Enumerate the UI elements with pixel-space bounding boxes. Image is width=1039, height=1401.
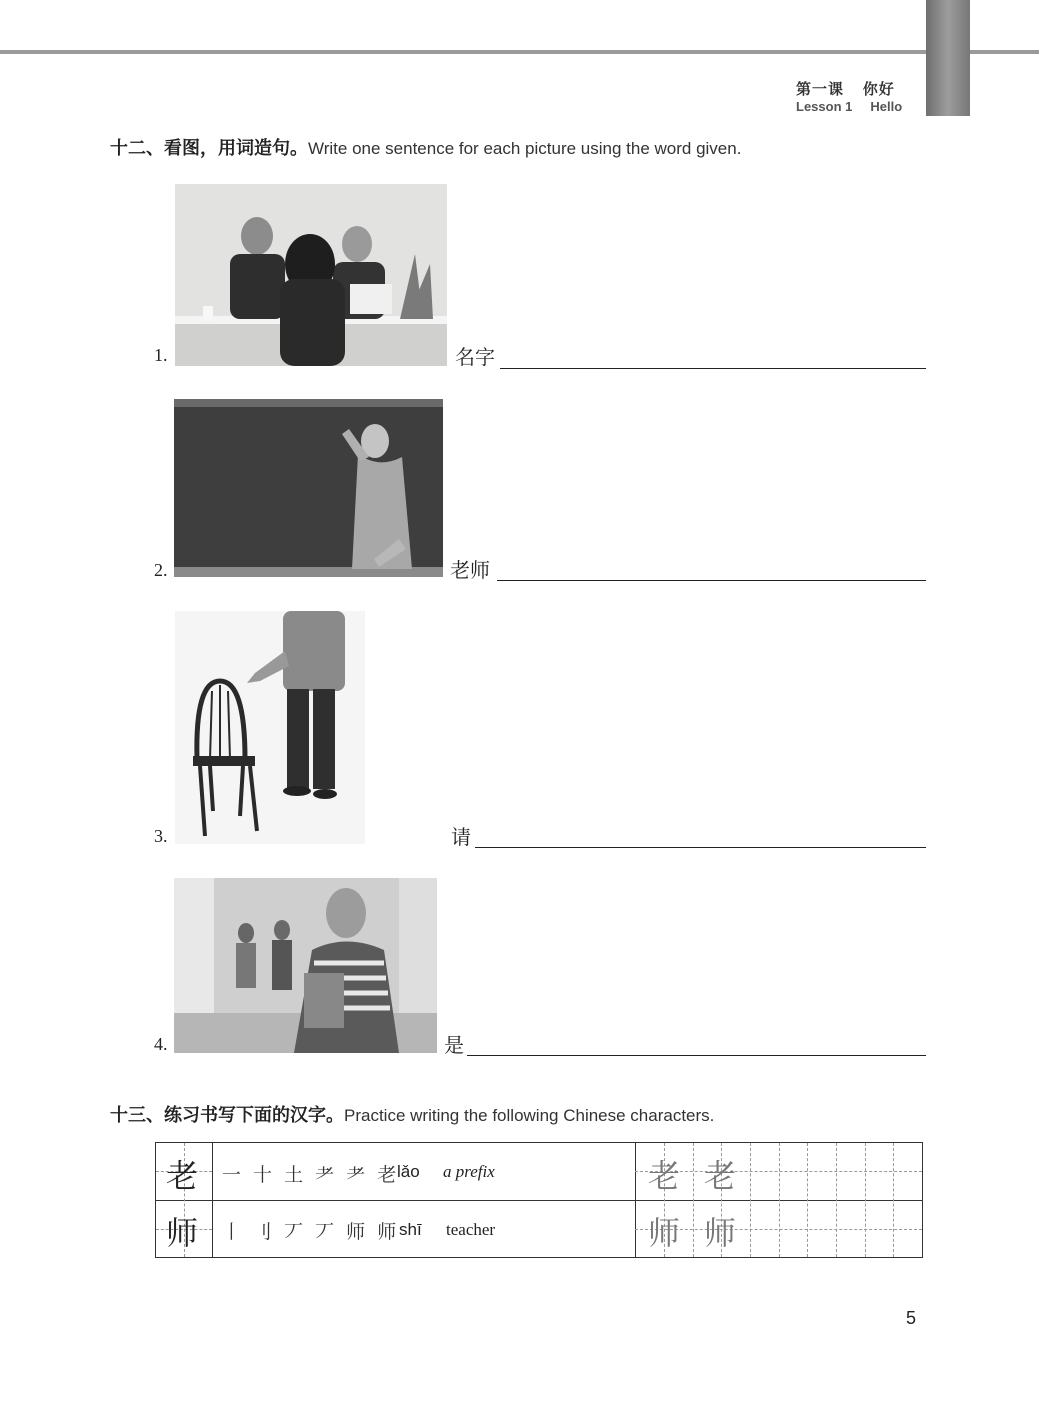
header-chinese [796, 78, 895, 99]
row-2-character: 师 [166, 1214, 199, 1252]
photo-student-hallway [174, 878, 437, 1053]
grid-guide [779, 1143, 780, 1257]
exercise-13-title [110, 1101, 714, 1127]
lesson-number-cn: 第一课 [796, 80, 845, 98]
page-number: 5 [906, 1308, 917, 1328]
lesson-title-cn: 你好 [862, 80, 895, 98]
photo-job-interview [175, 184, 447, 366]
lesson-number-en: Lesson 1 [796, 99, 853, 114]
exercise-13-title-cn: 十三、练习书写下面的汉字。 [110, 1105, 344, 1126]
item-1-number: 1. [154, 345, 168, 365]
lesson-title-en: Hello [870, 99, 903, 114]
character-practice-grid [155, 1142, 923, 1258]
header-english [796, 99, 902, 114]
row-1-stroke-order: 一 十 土 耂 耂 老 [222, 1164, 400, 1186]
item-2-answer-line[interactable] [497, 580, 926, 581]
item-3-number: 3. [154, 826, 168, 846]
photo-person-with-chair [175, 611, 365, 844]
item-3-word: 请 [451, 825, 471, 849]
chapter-tab [926, 0, 970, 116]
row-1-pinyin: lǎo [397, 1162, 420, 1181]
grid-guide [836, 1143, 837, 1257]
row-2-meaning: teacher [446, 1220, 496, 1239]
top-rule [0, 50, 1039, 54]
item-1-answer-line[interactable] [500, 368, 926, 369]
grid-char-column-border [212, 1143, 213, 1257]
grid-guide [865, 1143, 866, 1257]
row-1-trace-1[interactable]: 老 [648, 1157, 681, 1195]
item-4-number: 4. [154, 1034, 168, 1054]
grid-guide [693, 1143, 694, 1257]
row-1-meaning: a prefix [443, 1162, 495, 1181]
row-2-stroke-order: 丨 刂 丆 丆 师 师 [222, 1221, 400, 1243]
exercise-12-title [110, 134, 741, 160]
exercise-13-title-en: Practice writing the following Chinese characters. [344, 1106, 715, 1125]
item-4-word: 是 [444, 1033, 464, 1057]
item-3-answer-line[interactable] [475, 847, 926, 848]
photo-teacher-blackboard [174, 399, 443, 577]
item-2-word: 老师 [450, 558, 490, 582]
grid-practice-border [635, 1143, 636, 1257]
item-2-number: 2. [154, 560, 168, 580]
row-2-pinyin: shī [399, 1220, 422, 1239]
grid-guide [807, 1143, 808, 1257]
row-2-trace-2[interactable]: 师 [704, 1214, 737, 1252]
item-1-word: 名字 [455, 345, 495, 369]
row-1-character: 老 [166, 1157, 199, 1195]
row-1-trace-2[interactable]: 老 [704, 1157, 737, 1195]
grid-guide [750, 1143, 751, 1257]
grid-guide [893, 1143, 894, 1257]
row-2-trace-1[interactable]: 师 [648, 1214, 681, 1252]
exercise-12-title-cn: 十二、看图，用词造句。 [110, 138, 308, 159]
item-4-answer-line[interactable] [467, 1055, 926, 1056]
exercise-12-title-en: Write one sentence for each picture using the word given. [308, 139, 742, 158]
